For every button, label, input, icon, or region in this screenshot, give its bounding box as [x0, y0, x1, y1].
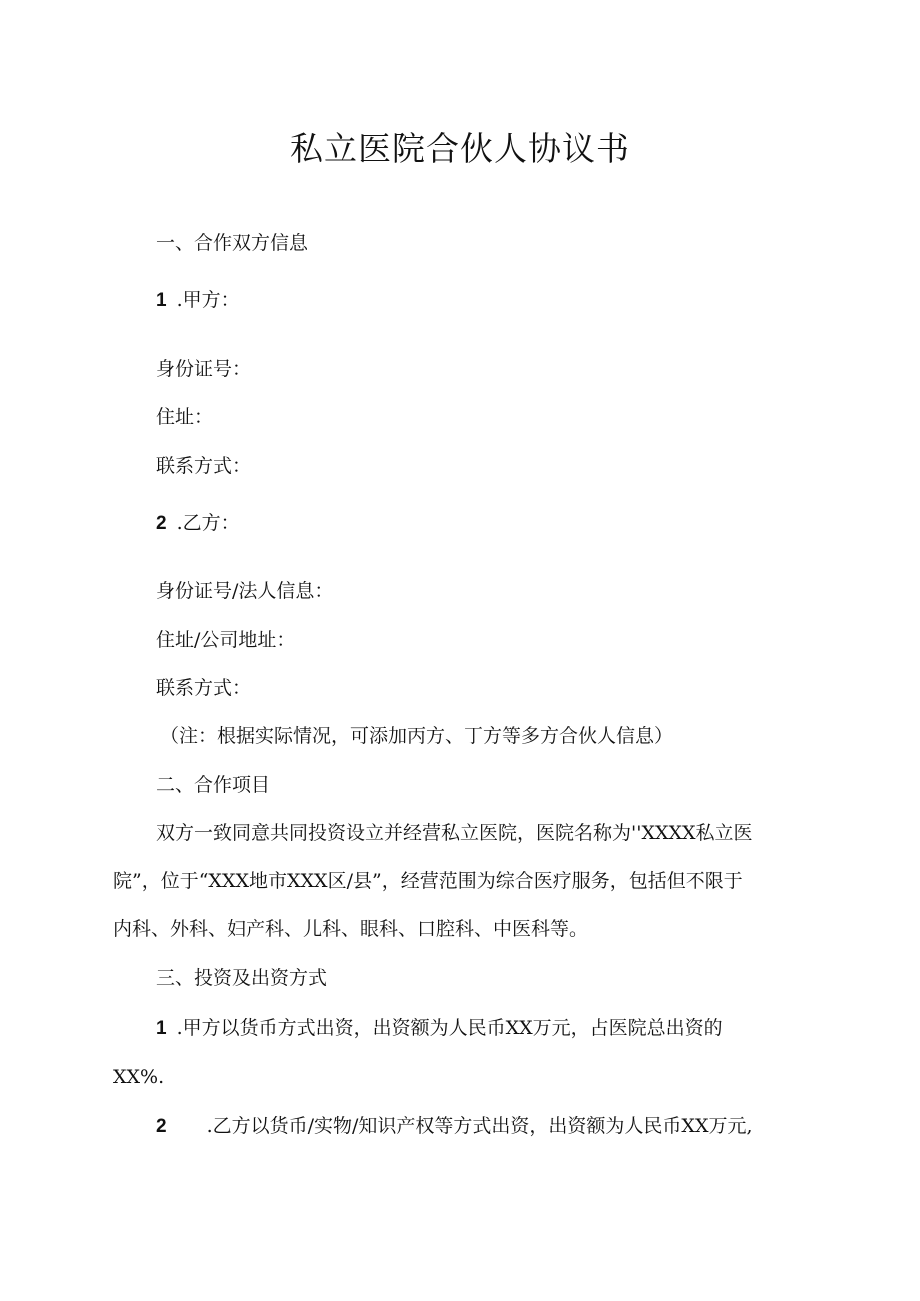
investment-item-2-number: 2	[156, 1116, 167, 1137]
party-b-heading	[156, 509, 240, 538]
party-a-number: 1	[156, 290, 167, 311]
project-paragraph-line-2: 院”，位于“XXX地市XXX区/县”，经营范围为综合医疗服务，包括但不限于	[113, 870, 743, 892]
document-title: 私立医院合伙人协议书	[290, 129, 630, 168]
project-paragraph-line-3: 内科、外科、妇产科、儿科、眼科、口腔科、中医科等。	[113, 918, 589, 940]
investment-item-1	[156, 1014, 723, 1043]
party-a-contact-label: 联系方式：	[156, 455, 252, 477]
party-b-number: 2	[156, 513, 167, 534]
project-paragraph-line-1: 双方一致同意共同投资设立并经营私立医院，医院名称为''XXXX私立医	[156, 822, 753, 844]
party-a-address-label: 住址：	[156, 406, 214, 428]
party-a-id-label: 身份证号：	[156, 358, 252, 380]
party-a-heading	[156, 286, 240, 315]
investment-item-1-continuation: XX%.	[113, 1066, 165, 1088]
party-b-contact-label: 联系方式：	[156, 677, 252, 699]
party-b-address-label: 住址/公司地址：	[156, 629, 296, 651]
section-heading-parties: 一、合作双方信息	[156, 232, 309, 254]
additional-parties-note: （注：根据实际情况，可添加丙方、丁方等多方合伙人信息）	[160, 725, 674, 747]
investment-item-2	[156, 1112, 753, 1141]
investment-item-1-text: .甲方以货币方式出资，出资额为人民币XX万元，占医院总出资的	[176, 1017, 723, 1039]
party-b-label: .乙方：	[176, 512, 240, 534]
investment-item-2-text: .乙方以货币/实物/知识产权等方式出资，出资额为人民币XX万元,	[206, 1115, 753, 1137]
section-heading-project: 二、合作项目	[156, 774, 271, 796]
investment-item-1-number: 1	[156, 1018, 167, 1039]
section-heading-investment: 三、投资及出资方式	[156, 967, 328, 989]
party-b-id-label: 身份证号/法人信息：	[156, 580, 334, 602]
party-a-label: .甲方：	[176, 289, 240, 311]
